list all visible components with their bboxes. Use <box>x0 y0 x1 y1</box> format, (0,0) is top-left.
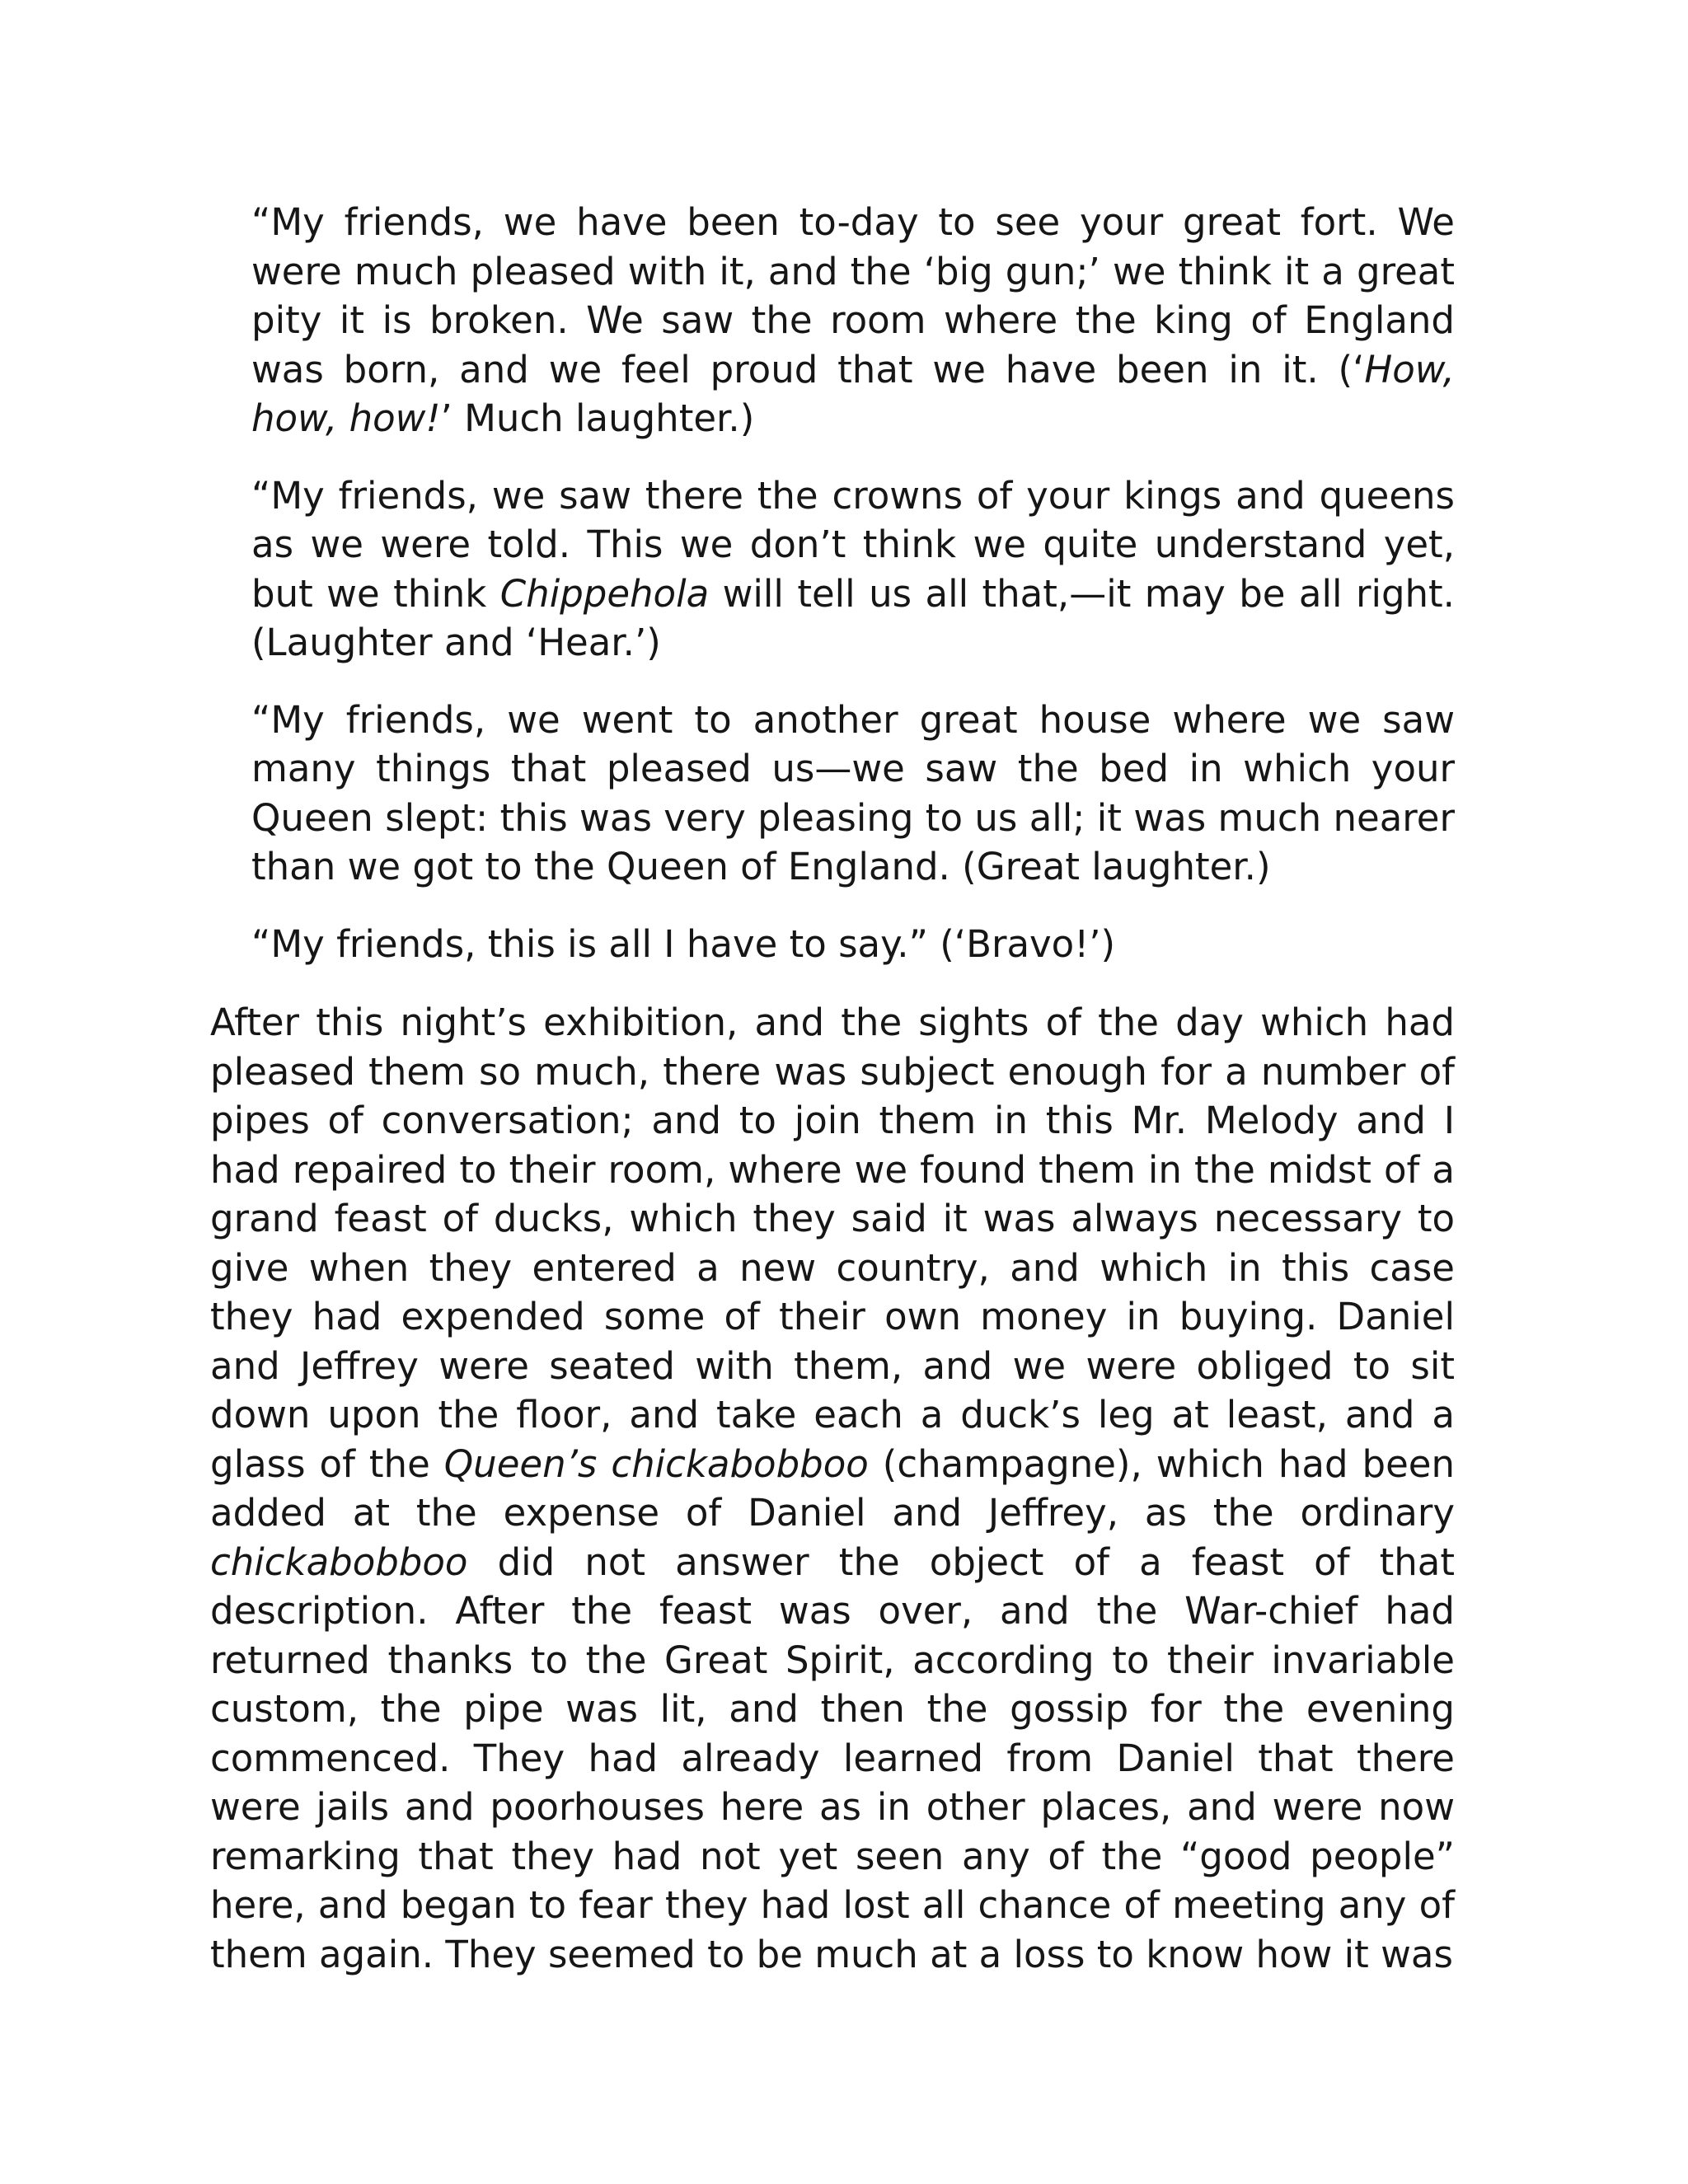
text-run: “My friends, we went to another great house where we saw many things that pleased us—we saw the bed in which your Queen slept: this was very pleasing to us all; it was much nearer than we got to the Queen of England. (Great laughter.) <box>251 697 1455 888</box>
italic-run: Queen’s chickabobboo <box>443 1441 869 1486</box>
text-run: did not answer the object of a feast of that description. After the feast was over, and the War-chief had returned thanks to the Great Spirit, according to their invariable custom, the pipe was lit, and then the gossip for the evening commenced. They had already learned from Daniel that there were jails and poorhouses here as in other places, and were now remarking that they had not yet seen any of the “good people” here, and began to fear they had lost all chance of meeting any of them again. They seemed to be much at a loss to know how it was <box>210 1540 1455 1976</box>
italic-run: How, how, how! <box>251 347 1455 440</box>
text-run: ’ Much laughter.) <box>440 396 755 440</box>
page-text <box>210 198 1455 1979</box>
body-paragraph <box>210 998 1455 1979</box>
text-run: “My friends, we have been to-day to see your great fort. We were much pleased with it, and the ‘big gun;’ we think it a great pity it is broken. We saw the room where the king of England was born, and we feel proud that we have been in it. (‘ <box>251 200 1455 391</box>
quote-paragraph-closing <box>210 920 1455 969</box>
text-run: After this night’s exhibition, and the sights of the day which had pleased them so much, there was subject enough for a number of pipes of conversation; and to join them in this Mr. Melody and I had repaired to their room, where we found them in the midst of a grand feast of ducks, which they said it was always necessary to give when they entered a new country, and which in this case they had expended some of their own money in buying. Daniel and Jeffrey were seated with them, and we were obliged to sit down upon the floor, and take each a duck’s leg at least, and a glass of the <box>210 1001 1455 1486</box>
quote-paragraph-great-house <box>210 696 1455 892</box>
italic-run: Chippehola <box>499 571 710 616</box>
quote-paragraph-fort <box>210 198 1455 443</box>
italic-run: chickabobboo <box>210 1540 468 1584</box>
text-run: “My friends, we saw there the crowns of your kings and queens as we were told. This we don’t think we quite understand yet, but we think <box>251 473 1455 616</box>
text-run: will tell us all that,—it may be all right. (Laughter and ‘Hear.’) <box>251 571 1455 664</box>
text-run: (champagne), which had been added at the expense of Daniel and Jeffrey, as the ordinary <box>210 1441 1455 1535</box>
text-run: “My friends, this is all I have to say.” (‘Bravo!’) <box>251 921 1116 966</box>
quote-paragraph-crowns <box>210 471 1455 668</box>
